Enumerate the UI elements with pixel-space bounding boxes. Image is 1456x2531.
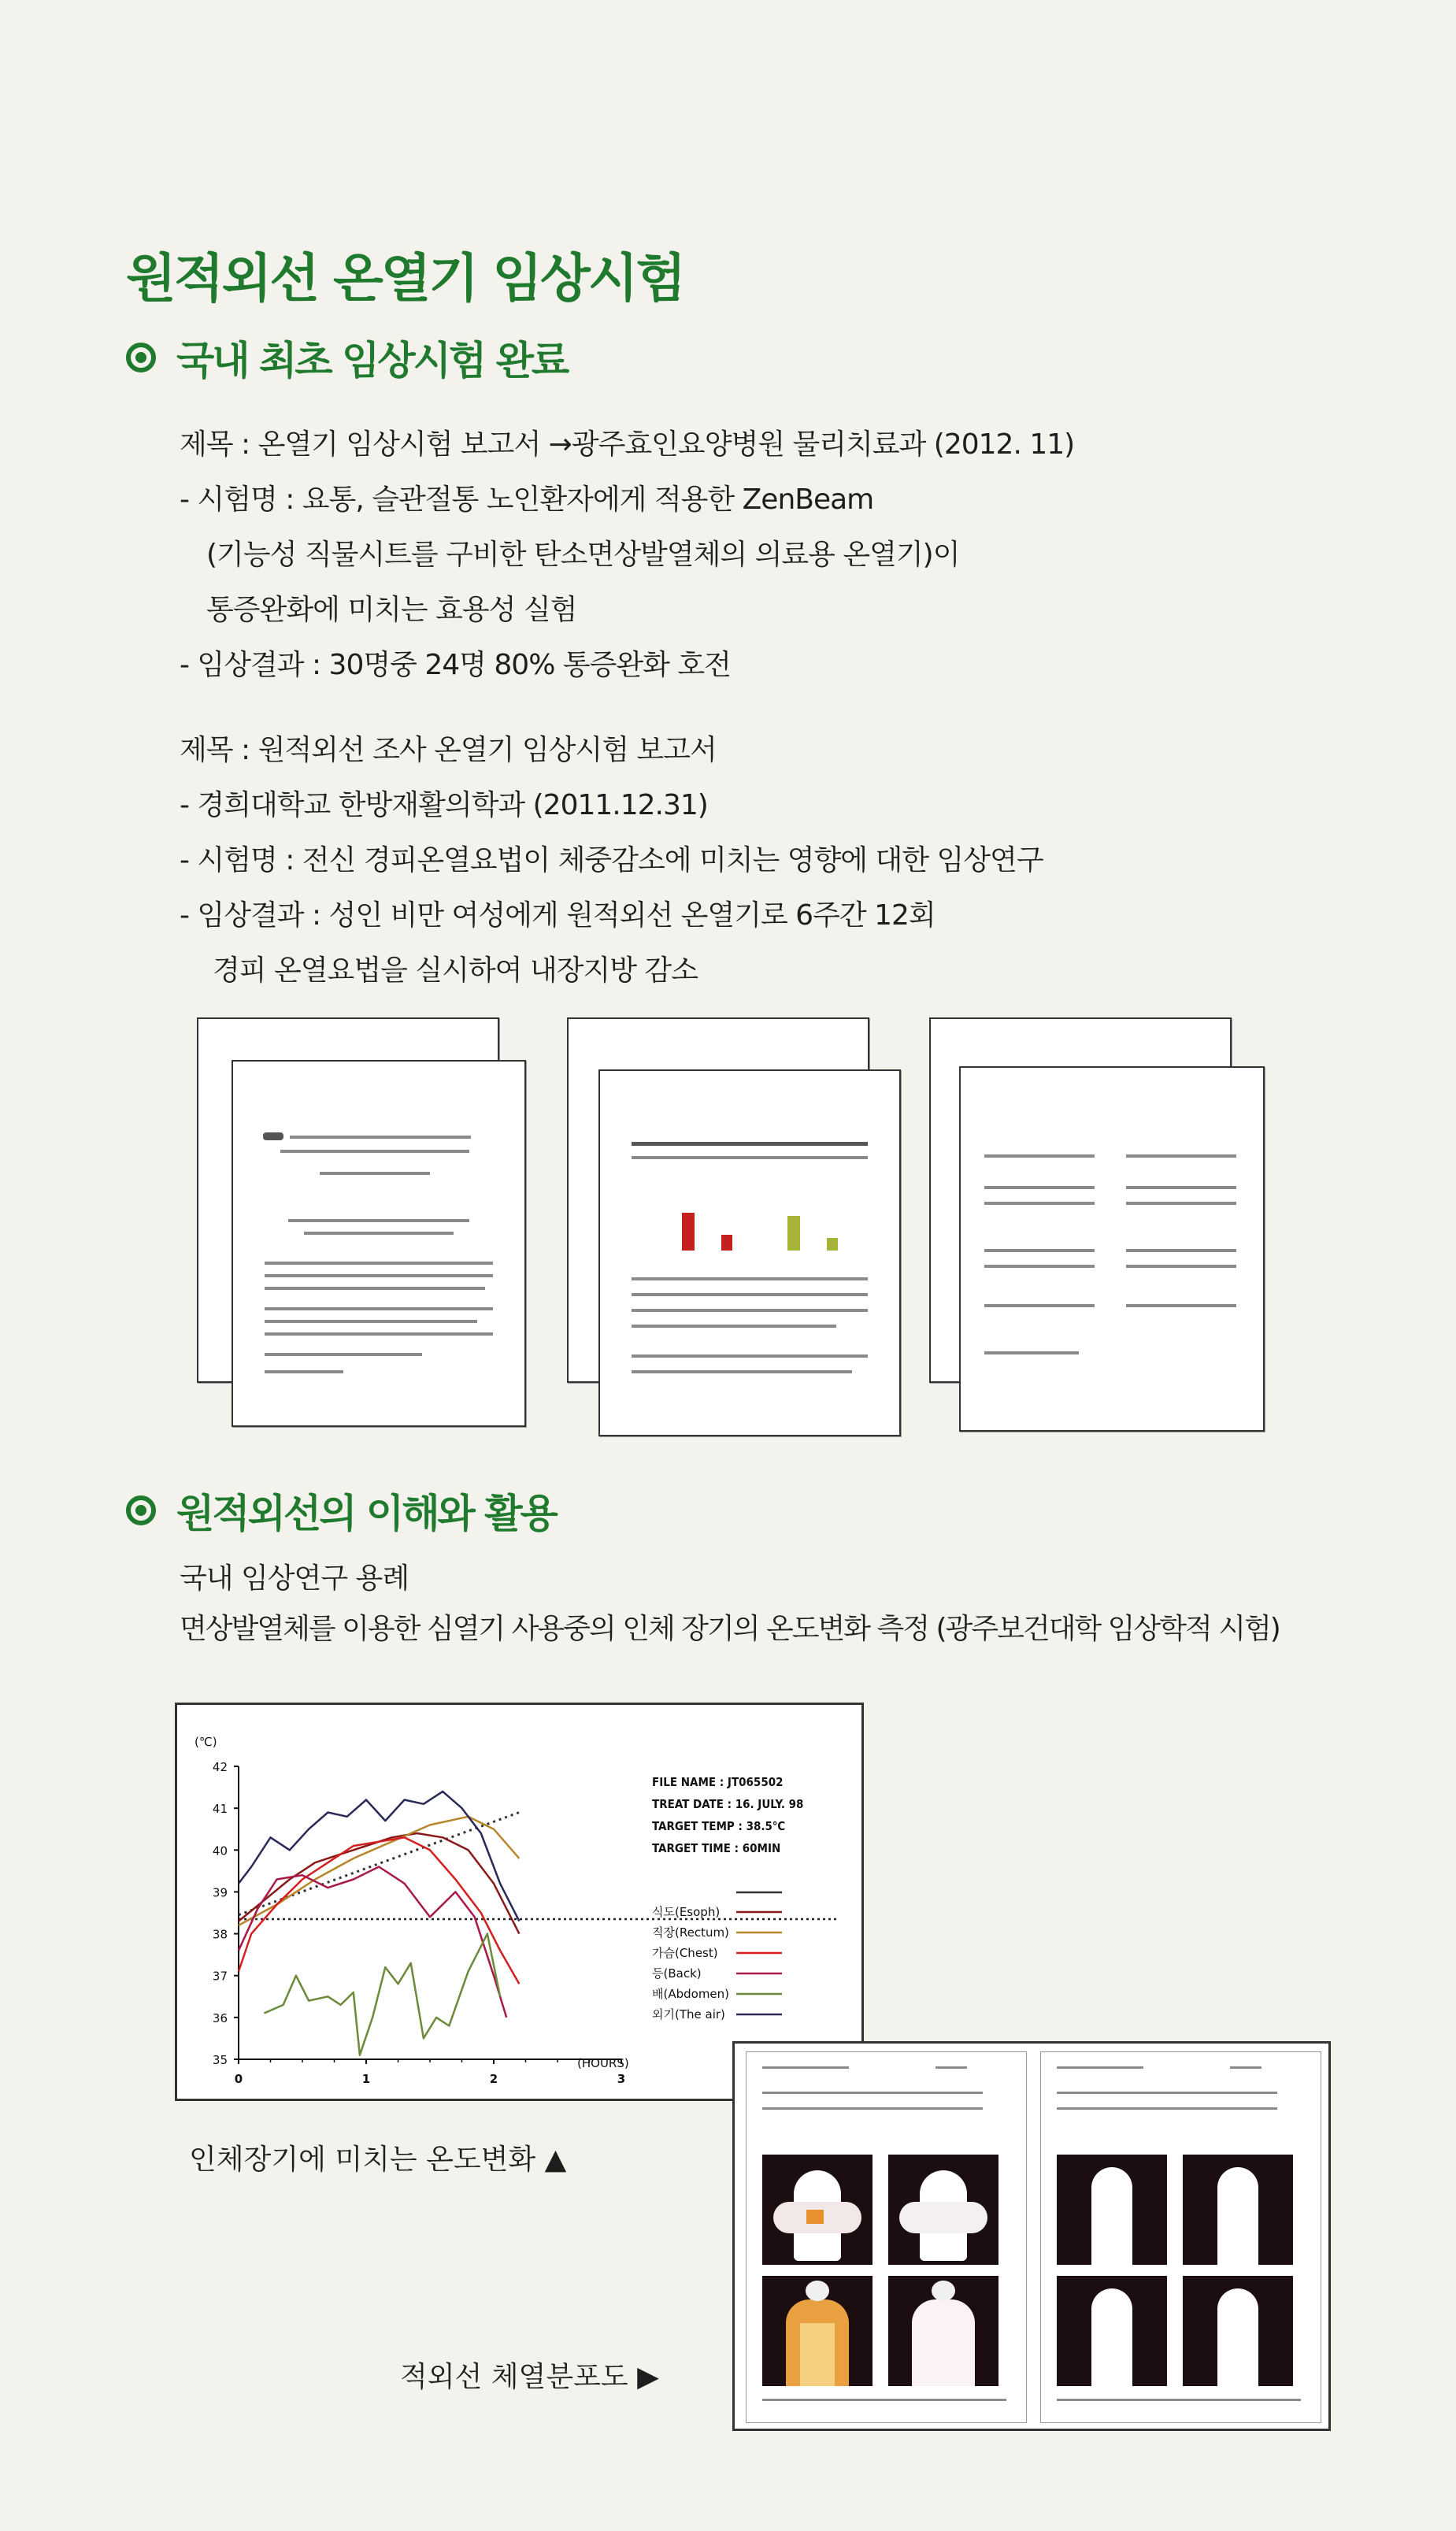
section-heading-1-text: 국내 최초 임상시험 완료 xyxy=(176,338,568,384)
y-tick-label: 37 xyxy=(212,1969,228,1984)
chart-target-time: TARGET TIME : 60MIN xyxy=(652,1841,781,1855)
y-tick-label: 41 xyxy=(212,1802,228,1817)
x-tick-label: 0 xyxy=(234,2072,243,2086)
bullet-circle-icon xyxy=(126,343,156,372)
document-page xyxy=(232,1060,526,1427)
report2-result: - 임상결과 : 성인 비만 여성에게 원적외선 온열기로 6주간 12회 xyxy=(180,899,935,932)
legend-label: 식도(Esoph) xyxy=(652,1905,721,1919)
report1-title: 제목 : 온열기 임상시험 보고서 →광주효인요양병원 물리치료과 (2012. 11) xyxy=(180,428,1075,461)
report2-institution: - 경희대학교 한방재활의학과 (2011.12.31) xyxy=(180,789,708,821)
report2-test-name: - 시험명 : 전신 경피온열요법이 체중감소에 미치는 영향에 대한 임상연구 xyxy=(180,844,1043,876)
y-tick-label: 35 xyxy=(212,2053,228,2067)
chart-target-temp: TARGET TEMP : 38.5℃ xyxy=(652,1819,786,1833)
thermal-body-image xyxy=(888,2276,998,2386)
x-axis-label: (HOURS) xyxy=(577,2056,629,2070)
y-tick-label: 40 xyxy=(212,1844,228,1858)
x-tick-label: 3 xyxy=(617,2072,626,2086)
document-page-table xyxy=(959,1066,1265,1432)
thermal-body-image xyxy=(1057,2276,1167,2386)
temperature-chart-svg xyxy=(177,1705,861,2099)
legend-label: 가슴(Chest) xyxy=(652,1946,718,1960)
thermal-report-page xyxy=(746,2051,1027,2423)
bullet-circle-icon xyxy=(126,1495,156,1525)
thermal-report-page xyxy=(1040,2051,1321,2423)
section2-subheading: 국내 임상연구 용례 xyxy=(180,1562,409,1595)
thermal-distribution-images xyxy=(732,2041,1331,2431)
section-heading-2 xyxy=(126,1482,556,1539)
page-title: 원적외선 온열기 임상시험 xyxy=(126,248,684,309)
thermal-body-image xyxy=(762,2155,872,2265)
legend-label: 등(Back) xyxy=(652,1966,702,1981)
thermal-body-image xyxy=(1183,2276,1293,2386)
section-heading-2-text: 원적외선의 이해와 활용 xyxy=(176,1491,556,1536)
thermal-body-image xyxy=(888,2155,998,2265)
y-tick-label: 36 xyxy=(212,2010,228,2025)
x-tick-label: 2 xyxy=(489,2072,498,2086)
report2-result-cont: 경피 온열요법을 실시하여 내장지방 감소 xyxy=(213,954,698,987)
document-page-chart xyxy=(598,1069,901,1436)
section2-description: 면상발열체를 이용한 심열기 사용중의 인체 장기의 온도변화 측정 (광주보건대학 임상학적 시험) xyxy=(180,1613,1280,1645)
chart-file-name: FILE NAME : JT065502 xyxy=(652,1775,784,1789)
y-tick-label: 42 xyxy=(212,1760,228,1774)
thermal-body-image xyxy=(1057,2155,1167,2265)
y-tick-label: 39 xyxy=(212,1885,228,1900)
report2-title: 제목 : 원적외선 조사 온열기 임상시험 보고서 xyxy=(180,734,717,766)
legend-label: 배(Abdomen) xyxy=(652,1987,730,2001)
report-document-images xyxy=(197,1017,1268,1458)
x-tick-label: 1 xyxy=(361,2072,371,2086)
section-heading-1 xyxy=(126,329,567,386)
report1-result: - 임상결과 : 30명중 24명 80% 통증완화 호전 xyxy=(180,649,731,681)
thermal-body-image xyxy=(1183,2155,1293,2265)
chart-treat-date: TREAT DATE : 16. JULY. 98 xyxy=(652,1797,804,1811)
report1-test-name: - 시험명 : 요통, 슬관절통 노인환자에게 적용한 ZenBeam xyxy=(180,484,874,516)
thermal-body-image xyxy=(762,2276,872,2386)
y-tick-label: 38 xyxy=(212,1927,228,1942)
report1-test-name-cont2: 통증완화에 미치는 효용성 실험 xyxy=(206,594,577,626)
series-line xyxy=(239,1837,519,1984)
legend-label: 외기(The air) xyxy=(652,2007,725,2021)
legend-label: 직장(Rectum) xyxy=(652,1925,729,1940)
series-line xyxy=(264,1934,500,2055)
caption-temperature-change: 인체장기에 미치는 온도변화 ▲ xyxy=(189,2144,567,2176)
y-axis-label: (℃) xyxy=(195,1735,217,1749)
caption-thermal-distribution: 적외선 체열분포도 ▶ xyxy=(400,2361,659,2393)
report1-test-name-cont1: (기능성 직물시트를 구비한 탄소면상발열체의 의료용 온열기)이 xyxy=(206,539,960,571)
